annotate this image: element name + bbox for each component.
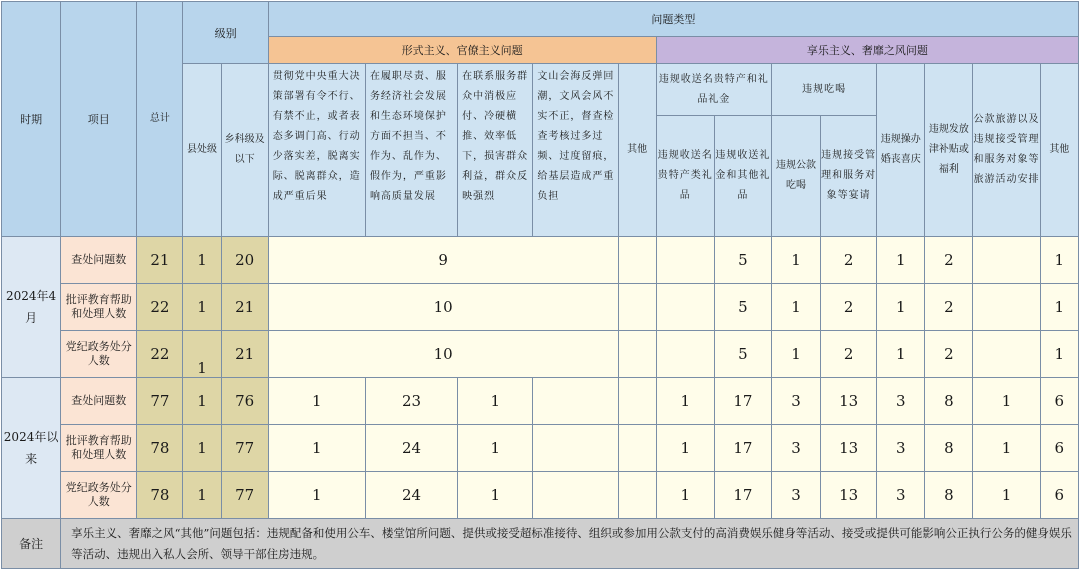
cell-wedding-funeral: 1	[877, 331, 925, 378]
cell-formalism-3: 1	[458, 425, 533, 472]
cell-gift-money: 17	[714, 425, 771, 472]
cell-township: 20	[221, 237, 268, 284]
cell-gift-money: 17	[714, 472, 771, 519]
table-row	[2, 378, 1079, 425]
cell-formalism-other	[618, 237, 656, 284]
cell-formalism-4	[533, 472, 618, 519]
cell-travel	[973, 284, 1040, 331]
cell-public-dining: 3	[771, 472, 820, 519]
cell-township: 77	[221, 472, 268, 519]
cell-gift-money: 5	[714, 237, 771, 284]
cell-county	[183, 331, 221, 378]
header-wedding-funeral: 违规操办婚丧喜庆	[877, 64, 925, 237]
header-total: 总计	[137, 2, 183, 237]
cell-travel: 1	[973, 378, 1040, 425]
header-hedonism-other: 其他	[1040, 64, 1078, 237]
cell-travel	[973, 237, 1040, 284]
cell-formalism-4	[533, 378, 618, 425]
cell-gift-money: 5	[714, 284, 771, 331]
cell-township: 77	[221, 425, 268, 472]
table-row	[2, 237, 1079, 284]
cell-allowance: 8	[925, 425, 973, 472]
cell-formalism-1: 1	[268, 378, 365, 425]
cell-wedding-funeral: 3	[877, 425, 925, 472]
cell-formalism-other	[618, 425, 656, 472]
cell-formalism-other	[618, 472, 656, 519]
period-label: 2024年4月	[2, 237, 61, 378]
cell-accepting-banquet: 2	[821, 331, 877, 378]
cell-wedding-funeral: 3	[877, 378, 925, 425]
cell-formalism-merged: 10	[268, 284, 618, 331]
header-period: 时期	[2, 2, 61, 237]
cell-travel: 1	[973, 472, 1040, 519]
cell-hedonism-other: 1	[1040, 284, 1078, 331]
header-hedonism: 享乐主义、奢靡之风问题	[656, 37, 1078, 64]
header-travel: 公款旅游以及违规接受管理和服务对象等旅游活动安排	[973, 64, 1040, 237]
table-row	[2, 331, 1079, 378]
header-formalism-other: 其他	[618, 64, 656, 237]
cell-total: 21	[137, 237, 183, 284]
table-row	[2, 284, 1079, 331]
row-item-label: 查处问题数	[61, 378, 137, 425]
cell-accepting-banquet: 13	[821, 472, 877, 519]
cell-allowance: 2	[925, 331, 973, 378]
cell-total: 78	[137, 472, 183, 519]
period-label: 2024年以来	[2, 378, 61, 519]
header-public-dining: 违规公款吃喝	[771, 116, 820, 237]
cell-formalism-2: 23	[365, 378, 457, 425]
cell-county: 1	[183, 425, 221, 472]
header-gift-group: 违规收送名贵特产和礼品礼金	[656, 64, 771, 116]
cell-township: 21	[221, 331, 268, 378]
cell-formalism-merged: 10	[268, 331, 618, 378]
header-township-level: 乡科级及以下	[221, 64, 268, 237]
note-text: 享乐主义、奢靡之风“其他”问题包括：违规配备和使用公车、楼堂馆所问题、提供或接受超标准接待、组织或参加用公款支付的高消费娱乐健身等活动、接受或提供可能影响公正执行公务的健身娱乐等活动、违规出入私人会所、领导干部住房违规。	[61, 519, 1079, 569]
cell-formalism-other	[618, 284, 656, 331]
header-formalism-2: 在履职尽责、服务经济社会发展和生态环境保护方面不担当、不作为、乱作为、假作为，严重影响高质量发展	[365, 64, 457, 237]
cell-public-dining: 1	[771, 331, 820, 378]
header-level: 级别	[183, 2, 268, 64]
table-row	[2, 425, 1079, 472]
cell-county: 1	[183, 237, 221, 284]
cell-gift-specialty: 1	[656, 378, 714, 425]
cell-accepting-banquet: 13	[821, 425, 877, 472]
cell-formalism-other	[618, 331, 656, 378]
row-item-label: 批评教育帮助和处理人数	[61, 425, 137, 472]
header-formalism-1: 贯彻党中央重大决策部署有令不行、有禁不止，或者表态多调门高、行动少落实差，脱离实际、脱离群众，造成严重后果	[268, 64, 365, 237]
cell-formalism-4	[533, 425, 618, 472]
table-row	[2, 472, 1079, 519]
cell-formalism-1: 1	[268, 425, 365, 472]
header-accepting-banquet: 违规接受管理和服务对象等宴请	[821, 116, 877, 237]
cell-formalism-2: 24	[365, 472, 457, 519]
cell-county: 1	[183, 378, 221, 425]
cell-wedding-funeral: 1	[877, 284, 925, 331]
cell-accepting-banquet: 2	[821, 284, 877, 331]
cell-county-value: 1	[197, 359, 207, 377]
cell-total: 22	[137, 284, 183, 331]
cell-allowance: 2	[925, 237, 973, 284]
cell-township: 21	[221, 284, 268, 331]
header-formalism-3: 在联系服务群众中消极应付、冷硬横推、效率低下，损害群众利益，群众反映强烈	[458, 64, 533, 237]
cell-hedonism-other: 1	[1040, 237, 1078, 284]
cell-allowance: 2	[925, 284, 973, 331]
cell-total: 22	[137, 331, 183, 378]
header-dining-group: 违规吃喝	[771, 64, 876, 116]
header-item: 项目	[61, 2, 137, 237]
statistics-table	[1, 1, 1079, 569]
header-county-level: 县处级	[183, 64, 221, 237]
header-gift-specialty: 违规收送名贵特产类礼品	[656, 116, 714, 237]
cell-accepting-banquet: 2	[821, 237, 877, 284]
cell-formalism-other	[618, 378, 656, 425]
row-item-label: 查处问题数	[61, 237, 137, 284]
row-item-label: 党纪政务处分人数	[61, 331, 137, 378]
cell-gift-specialty	[656, 331, 714, 378]
cell-hedonism-other: 6	[1040, 378, 1078, 425]
cell-hedonism-other: 1	[1040, 331, 1078, 378]
cell-formalism-merged: 9	[268, 237, 618, 284]
cell-travel	[973, 331, 1040, 378]
cell-total: 78	[137, 425, 183, 472]
cell-gift-specialty: 1	[656, 472, 714, 519]
cell-county: 1	[183, 284, 221, 331]
cell-formalism-1: 1	[268, 472, 365, 519]
cell-gift-money: 5	[714, 331, 771, 378]
cell-accepting-banquet: 13	[821, 378, 877, 425]
cell-gift-specialty: 1	[656, 425, 714, 472]
cell-gift-specialty	[656, 237, 714, 284]
cell-hedonism-other: 6	[1040, 425, 1078, 472]
header-allowance: 违规发放津补贴或福利	[925, 64, 973, 237]
cell-public-dining: 3	[771, 425, 820, 472]
cell-gift-money: 17	[714, 378, 771, 425]
cell-total: 77	[137, 378, 183, 425]
cell-travel: 1	[973, 425, 1040, 472]
cell-township: 76	[221, 378, 268, 425]
cell-public-dining: 3	[771, 378, 820, 425]
note-label: 备注	[2, 519, 61, 569]
cell-formalism-2: 24	[365, 425, 457, 472]
row-item-label: 党纪政务处分人数	[61, 472, 137, 519]
cell-public-dining: 1	[771, 237, 820, 284]
cell-public-dining: 1	[771, 284, 820, 331]
header-formalism: 形式主义、官僚主义问题	[268, 37, 656, 64]
header-problem-type: 问题类型	[268, 2, 1078, 37]
cell-allowance: 8	[925, 378, 973, 425]
row-item-label: 批评教育帮助和处理人数	[61, 284, 137, 331]
cell-hedonism-other: 6	[1040, 472, 1078, 519]
cell-wedding-funeral: 3	[877, 472, 925, 519]
cell-formalism-3: 1	[458, 378, 533, 425]
cell-county: 1	[183, 472, 221, 519]
cell-formalism-3: 1	[458, 472, 533, 519]
cell-gift-specialty	[656, 284, 714, 331]
cell-allowance: 8	[925, 472, 973, 519]
cell-wedding-funeral: 1	[877, 237, 925, 284]
header-formalism-4: 文山会海反弹回潮，文风会风不实不正，督查检查考核过多过频、过度留痕，给基层造成严重负担	[533, 64, 618, 237]
header-gift-money: 违规收送礼金和其他礼品	[714, 116, 771, 237]
